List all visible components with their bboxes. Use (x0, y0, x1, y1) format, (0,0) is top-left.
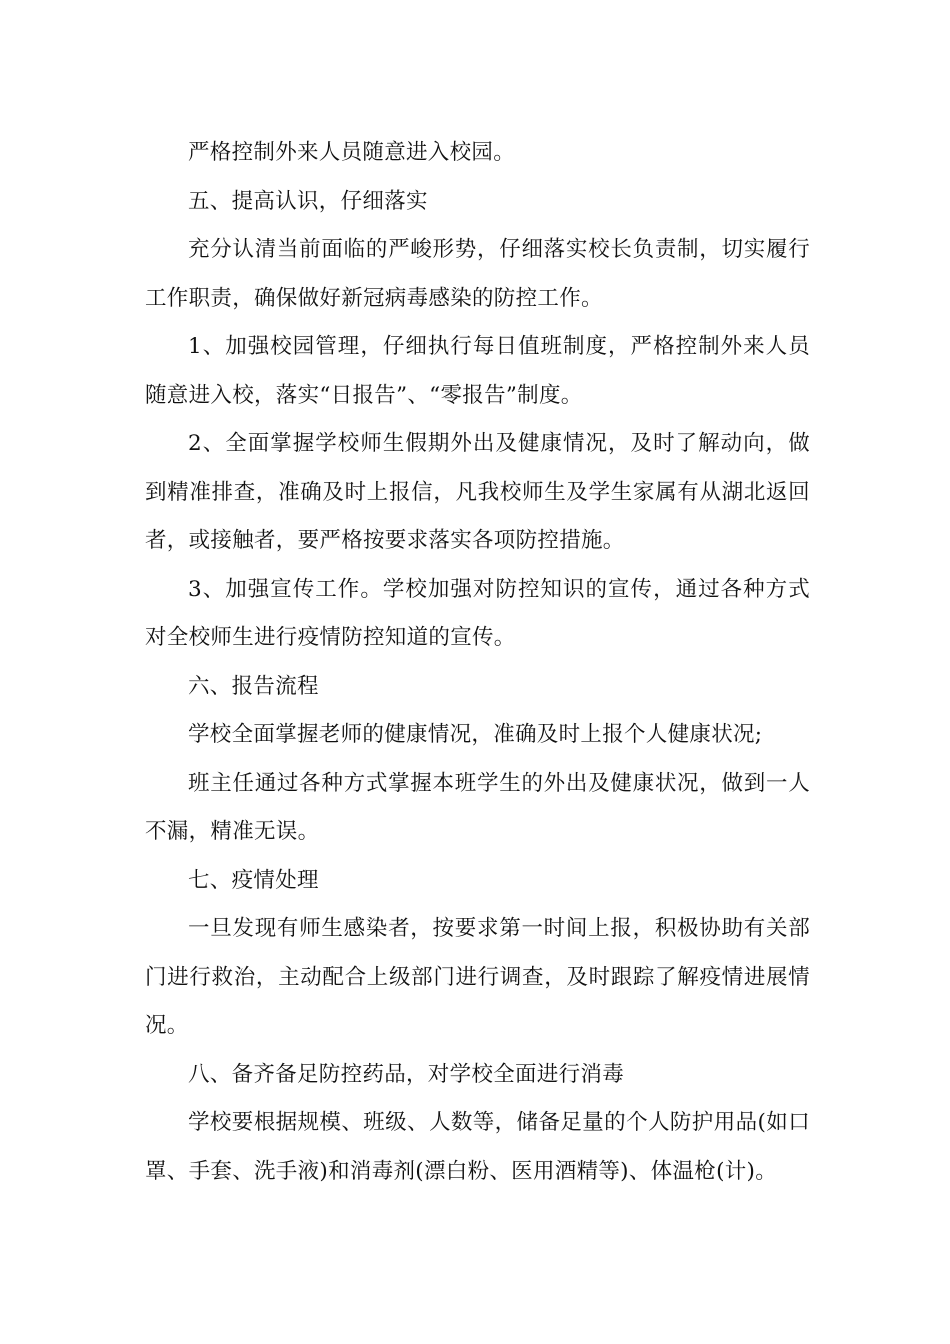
section-heading-6: 六、报告流程 (188, 673, 319, 699)
paragraph: 班主任通过各种方式掌握本班学生的外出及健康状况，做到一人不漏，精准无误。 (145, 770, 810, 844)
list-item-3: 3、加强宣传工作。学校加强对防控知识的宣传，通过各种方式对全校师生进行疫情防控知道的宣传。 (145, 576, 810, 650)
paragraph: 充分认清当前面临的严峻形势，仔细落实校长负责制，切实履行工作职责，确保做好新冠病毒感染的防控工作。 (145, 237, 810, 311)
paragraph-intro-tail: 严格控制外来人员随意进入校园。 (188, 140, 516, 165)
paragraph: 学校要根据规模、班级、人数等，储备足量的个人防护用品(如口罩、手套、洗手液)和消毒剂(漂白粉、医用酒精等)、体温枪(计)。 (145, 1110, 810, 1184)
paragraph: 一旦发现有师生感染者，按要求第一时间上报，积极协助有关部门进行救治，主动配合上级部门进行调查，及时跟踪了解疫情进展情况。 (145, 916, 810, 1038)
document-body (145, 129, 810, 1196)
paragraph: 学校全面掌握老师的健康情况，准确及时上报个人健康状况; (188, 722, 763, 747)
section-heading-7: 七、疫情处理 (188, 867, 319, 893)
list-item-1: 1、加强校园管理，仔细执行每日值班制度，严格控制外来人员随意进入校，落实“日报告”、“零报告”制度。 (145, 334, 810, 408)
list-item-2: 2、全面掌握学校师生假期外出及健康情况，及时了解动向，做到精准排查，准确及时上报信，凡我校师生及学生家属有从湖北返回者，或接触者，要严格按要求落实各项防控措施。 (145, 431, 810, 553)
section-heading-8: 八、备齐备足防控药品，对学校全面进行消毒 (188, 1061, 625, 1087)
section-heading-5: 五、提高认识，仔细落实 (188, 188, 428, 214)
